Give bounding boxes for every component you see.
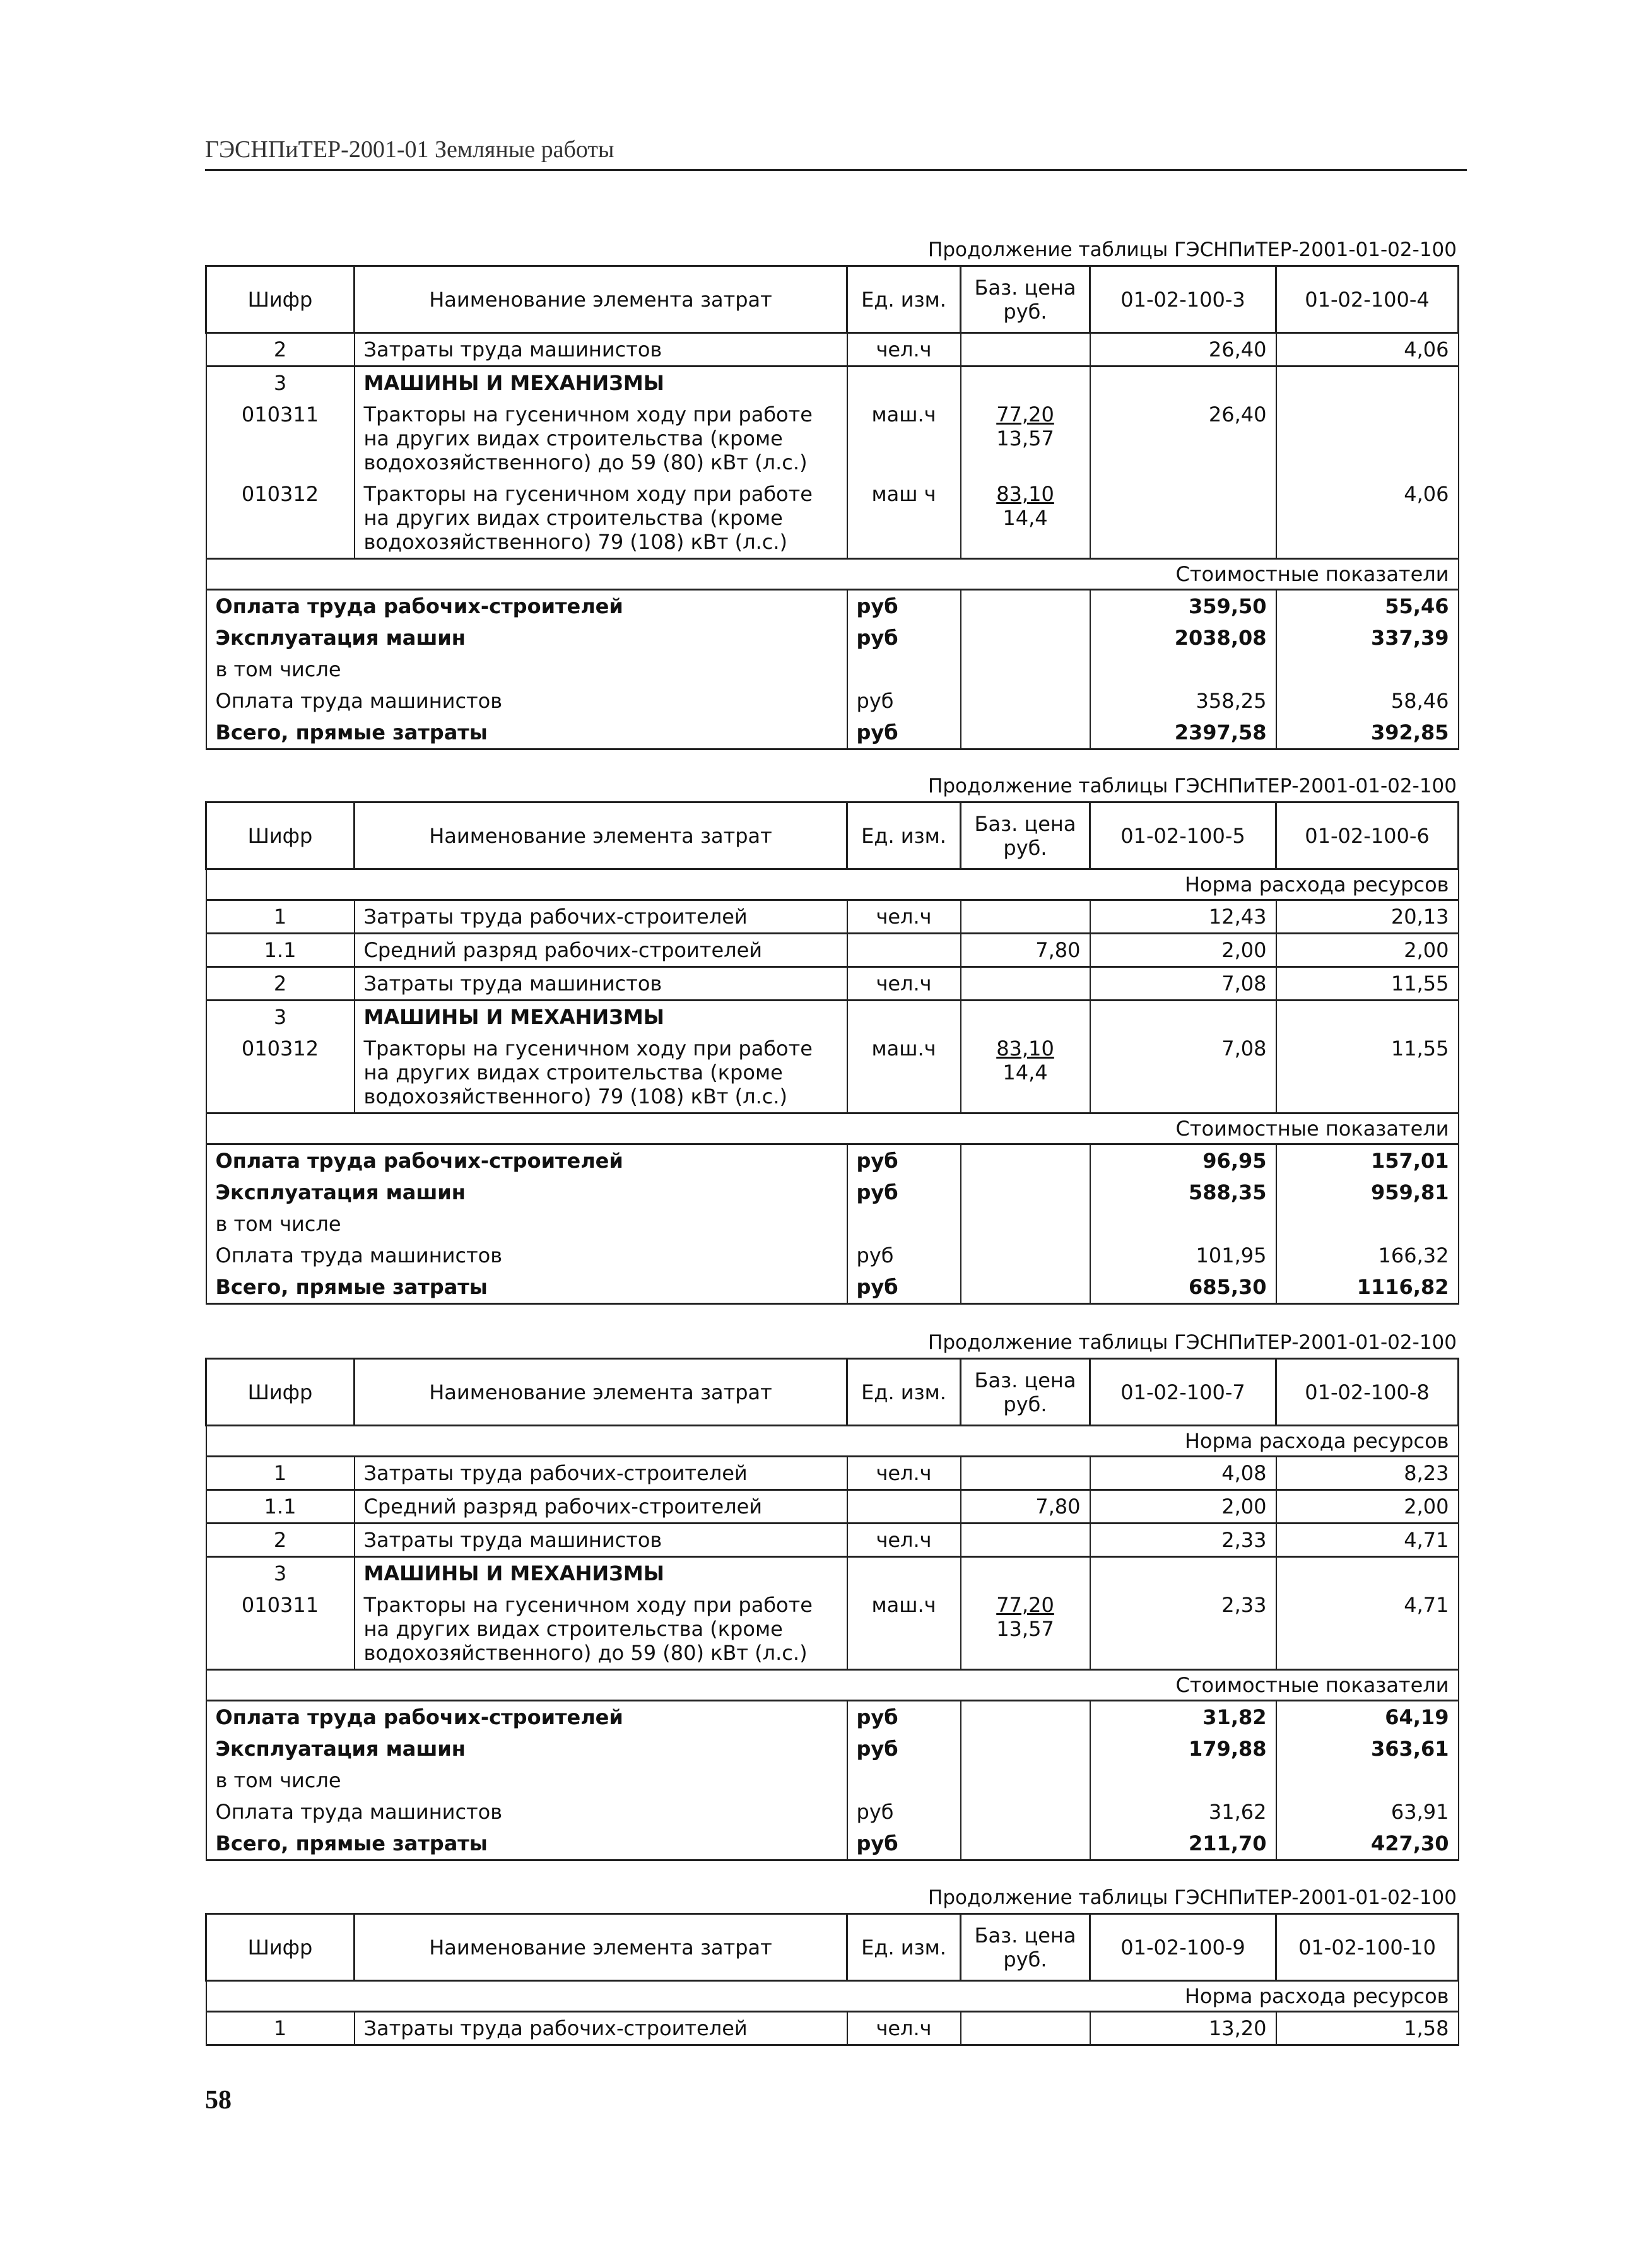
cost-row	[206, 1208, 1459, 1240]
table-row	[206, 367, 1459, 399]
row-code: 010311	[206, 399, 355, 478]
table-header-row	[206, 266, 1459, 333]
cost-row	[206, 1240, 1459, 1271]
cost-value-a: 2397,58	[1090, 717, 1276, 749]
cost-row	[206, 622, 1459, 654]
row-unit: чел.ч	[847, 967, 961, 1001]
cost-value-a: 31,62	[1090, 1796, 1276, 1828]
table-caption: Продолжение таблицы ГЭСНПиТЕР-2001-01-02-100	[928, 1886, 1457, 1909]
row-price: 77,20 13,57	[961, 1589, 1090, 1670]
table-row	[206, 967, 1459, 1001]
col-a-header: 01-02-100-9	[1090, 1914, 1276, 1981]
cost-row	[206, 1733, 1459, 1765]
cost-value-a: 358,25	[1090, 685, 1276, 717]
col-code-header: Шифр	[206, 1359, 355, 1426]
col-price-header: Баз. цена руб.	[961, 266, 1090, 333]
row-price: 77,20 13,57	[961, 399, 1090, 478]
row-name: Затраты труда машинистов	[355, 967, 847, 1001]
cost-name: Оплата труда рабочих-строителей	[206, 1701, 847, 1734]
cost-unit: руб	[847, 1701, 961, 1734]
row-price: 7,80	[961, 1490, 1090, 1524]
norm-heading: Норма расхода ресурсов	[206, 869, 1459, 900]
row-value-b: 2,00	[1276, 1490, 1459, 1524]
cost-name: Оплата труда рабочих-строителей	[206, 590, 847, 623]
cost-row	[206, 1828, 1459, 1860]
table-header-row	[206, 1359, 1459, 1426]
cost-name: в том числе	[206, 1765, 847, 1796]
cost-name: Оплата труда машинистов	[206, 685, 847, 717]
row-code: 010311	[206, 1589, 355, 1670]
table-row	[206, 900, 1459, 934]
col-price-header: Баз. цена руб.	[961, 1359, 1090, 1426]
row-name: МАШИНЫ И МЕХАНИЗМЫ	[355, 1001, 847, 1033]
cost-unit: руб	[847, 1271, 961, 1304]
cost-value-a: 179,88	[1090, 1733, 1276, 1765]
row-name: Средний разряд рабочих-строителей	[355, 934, 847, 967]
table-row	[206, 1490, 1459, 1524]
row-code: 010312	[206, 478, 355, 559]
cost-value-a: 588,35	[1090, 1177, 1276, 1208]
row-code: 1	[206, 2012, 355, 2045]
row-unit: чел.ч	[847, 900, 961, 934]
row-name: Затраты труда рабочих-строителей	[355, 2012, 847, 2045]
row-value-b: 20,13	[1276, 900, 1459, 934]
cost-name: Эксплуатация машин	[206, 622, 847, 654]
row-value-a: 4,08	[1090, 1457, 1276, 1490]
row-name: Затраты труда рабочих-строителей	[355, 1457, 847, 1490]
col-name-header: Наименование элемента затрат	[355, 266, 847, 333]
table-row	[206, 1557, 1459, 1590]
cost-unit: руб	[847, 622, 961, 654]
row-code: 1	[206, 1457, 355, 1490]
cost-unit: руб	[847, 590, 961, 623]
cost-value-a: 31,82	[1090, 1701, 1276, 1734]
row-unit: чел.ч	[847, 333, 961, 367]
row-value-a: 7,08	[1090, 967, 1276, 1001]
table-row	[206, 1033, 1459, 1113]
resource-table-2	[205, 801, 1457, 1305]
cost-value-a: 96,95	[1090, 1144, 1276, 1177]
section-heading-row	[206, 1670, 1459, 1701]
cost-value-b: 392,85	[1276, 717, 1459, 749]
cost-row	[206, 1701, 1459, 1734]
col-unit-header: Ед. изм.	[847, 1914, 961, 1981]
row-price: 83,10 14,4	[961, 478, 1090, 559]
col-b-header: 01-02-100-8	[1276, 1359, 1459, 1426]
table-caption: Продолжение таблицы ГЭСНПиТЕР-2001-01-02-100	[928, 1331, 1457, 1354]
table-row	[206, 1524, 1459, 1557]
row-code: 1.1	[206, 934, 355, 967]
row-name: Затраты труда машинистов	[355, 333, 847, 367]
cost-row	[206, 685, 1459, 717]
section-heading-row	[206, 559, 1459, 590]
row-code: 2	[206, 967, 355, 1001]
resource-table-4	[205, 1913, 1457, 2046]
row-value-a: 2,00	[1090, 1490, 1276, 1524]
table-row	[206, 399, 1459, 478]
table-row	[206, 934, 1459, 967]
cost-heading: Стоимостные показатели	[206, 1670, 1459, 1701]
row-value-b: 4,06	[1276, 478, 1459, 559]
col-unit-header: Ед. изм.	[847, 266, 961, 333]
cost-value-a: 2038,08	[1090, 622, 1276, 654]
row-value-a: 2,00	[1090, 934, 1276, 967]
cost-unit: руб	[847, 1828, 961, 1860]
cost-name: в том числе	[206, 1208, 847, 1240]
cost-name: Оплата труда машинистов	[206, 1240, 847, 1271]
row-unit: чел.ч	[847, 2012, 961, 2045]
row-name: Тракторы на гусеничном ходу при работе на других видах строительства (кроме водохозяйственного) 79 (108) кВт (л.с.)	[355, 478, 847, 559]
row-code: 010312	[206, 1033, 355, 1113]
cost-value-b: 363,61	[1276, 1733, 1459, 1765]
row-unit: маш.ч	[847, 1589, 961, 1670]
col-b-header: 01-02-100-4	[1276, 266, 1459, 333]
col-price-header: Баз. цена руб.	[961, 802, 1090, 869]
row-value-b: 1,58	[1276, 2012, 1459, 2045]
table-row	[206, 1457, 1459, 1490]
table-header-row	[206, 802, 1459, 869]
row-value-b: 11,55	[1276, 1033, 1459, 1113]
header-rule	[205, 169, 1467, 171]
row-value-b: 4,71	[1276, 1524, 1459, 1557]
cost-heading: Стоимостные показатели	[206, 1113, 1459, 1144]
cost-name: Всего, прямые затраты	[206, 1828, 847, 1860]
norm-heading: Норма расхода ресурсов	[206, 1981, 1459, 2012]
cost-unit: руб	[847, 717, 961, 749]
cost-value-b: 166,32	[1276, 1240, 1459, 1271]
row-name: МАШИНЫ И МЕХАНИЗМЫ	[355, 367, 847, 399]
row-unit: маш.ч	[847, 1033, 961, 1113]
row-value-a	[1090, 478, 1276, 559]
cost-row	[206, 1796, 1459, 1828]
cost-value-b: 157,01	[1276, 1144, 1459, 1177]
col-name-header: Наименование элемента затрат	[355, 1914, 847, 1981]
row-code: 2	[206, 1524, 355, 1557]
row-value-a: 2,33	[1090, 1589, 1276, 1670]
col-price-header: Баз. цена руб.	[961, 1914, 1090, 1981]
row-value-b	[1276, 399, 1459, 478]
cost-name: в том числе	[206, 654, 847, 685]
cost-value-b: 64,19	[1276, 1701, 1459, 1734]
section-heading-row	[206, 1426, 1459, 1457]
cost-name: Всего, прямые затраты	[206, 1271, 847, 1304]
cost-row	[206, 1177, 1459, 1208]
row-value-a: 12,43	[1090, 900, 1276, 934]
col-b-header: 01-02-100-6	[1276, 802, 1459, 869]
cost-value-b: 1116,82	[1276, 1271, 1459, 1304]
table-row	[206, 333, 1459, 367]
table-caption: Продолжение таблицы ГЭСНПиТЕР-2001-01-02-100	[928, 238, 1457, 261]
col-a-header: 01-02-100-3	[1090, 266, 1276, 333]
norm-heading: Норма расхода ресурсов	[206, 1426, 1459, 1457]
row-value-a: 2,33	[1090, 1524, 1276, 1557]
cost-unit: руб	[847, 1177, 961, 1208]
row-price: 7,80	[961, 934, 1090, 967]
col-code-header: Шифр	[206, 1914, 355, 1981]
row-name: Тракторы на гусеничном ходу при работе на других видах строительства (кроме водохозяйственного) 79 (108) кВт (л.с.)	[355, 1033, 847, 1113]
row-name: Затраты труда машинистов	[355, 1524, 847, 1557]
row-code: 2	[206, 333, 355, 367]
row-value-b: 2,00	[1276, 934, 1459, 967]
row-code: 3	[206, 1557, 355, 1590]
row-name: Тракторы на гусеничном ходу при работе на других видах строительства (кроме водохозяйственного) до 59 (80) кВт (л.с.)	[355, 1589, 847, 1670]
cost-unit: руб	[847, 1733, 961, 1765]
row-name: Средний разряд рабочих-строителей	[355, 1490, 847, 1524]
cost-value-a: 359,50	[1090, 590, 1276, 623]
section-heading-row	[206, 1981, 1459, 2012]
col-name-header: Наименование элемента затрат	[355, 802, 847, 869]
table-header-row	[206, 1914, 1459, 1981]
row-value-b: 4,06	[1276, 333, 1459, 367]
row-unit: маш.ч	[847, 399, 961, 478]
cost-value-a: 101,95	[1090, 1240, 1276, 1271]
cost-value-b: 63,91	[1276, 1796, 1459, 1828]
row-name: МАШИНЫ И МЕХАНИЗМЫ	[355, 1557, 847, 1590]
col-a-header: 01-02-100-5	[1090, 802, 1276, 869]
cost-row	[206, 1271, 1459, 1304]
cost-value-b: 427,30	[1276, 1828, 1459, 1860]
cost-value-b: 55,46	[1276, 590, 1459, 623]
resource-table-3	[205, 1358, 1457, 1861]
col-unit-header: Ед. изм.	[847, 1359, 961, 1426]
cost-name: Всего, прямые затраты	[206, 717, 847, 749]
row-value-b: 11,55	[1276, 967, 1459, 1001]
row-unit: чел.ч	[847, 1524, 961, 1557]
row-name: Затраты труда рабочих-строителей	[355, 900, 847, 934]
cost-row	[206, 654, 1459, 685]
row-value-a: 26,40	[1090, 399, 1276, 478]
cost-unit: руб	[847, 1144, 961, 1177]
section-heading-row	[206, 869, 1459, 900]
row-price	[961, 333, 1090, 367]
table-row	[206, 2012, 1459, 2045]
cost-name: Эксплуатация машин	[206, 1733, 847, 1765]
cost-name: Оплата труда машинистов	[206, 1796, 847, 1828]
cost-row	[206, 1765, 1459, 1796]
row-value-a: 7,08	[1090, 1033, 1276, 1113]
row-code: 1	[206, 900, 355, 934]
cost-row	[206, 1144, 1459, 1177]
cost-unit: руб	[847, 1796, 961, 1828]
cost-value-a: 685,30	[1090, 1271, 1276, 1304]
resource-table-1	[205, 265, 1457, 750]
table-row	[206, 478, 1459, 559]
col-a-header: 01-02-100-7	[1090, 1359, 1276, 1426]
cost-value-b: 959,81	[1276, 1177, 1459, 1208]
col-code-header: Шифр	[206, 266, 355, 333]
cost-name: Оплата труда рабочих-строителей	[206, 1144, 847, 1177]
row-code: 3	[206, 1001, 355, 1033]
row-code: 1.1	[206, 1490, 355, 1524]
col-unit-header: Ед. изм.	[847, 802, 961, 869]
table-row	[206, 1001, 1459, 1033]
cost-name: Эксплуатация машин	[206, 1177, 847, 1208]
cost-row	[206, 590, 1459, 623]
section-heading-row	[206, 1113, 1459, 1144]
page-number: 58	[205, 2086, 232, 2115]
row-value-b: 4,71	[1276, 1589, 1459, 1670]
table-row	[206, 1589, 1459, 1670]
row-price: 83,10 14,4	[961, 1033, 1090, 1113]
cost-row	[206, 717, 1459, 749]
running-header: ГЭСНПиТЕР-2001-01 Земляные работы	[205, 136, 614, 163]
cost-unit: руб	[847, 1240, 961, 1271]
cost-unit: руб	[847, 685, 961, 717]
cost-value-a: 211,70	[1090, 1828, 1276, 1860]
cost-heading: Стоимостные показатели	[206, 559, 1459, 590]
cost-value-b: 58,46	[1276, 685, 1459, 717]
row-value-a: 26,40	[1090, 333, 1276, 367]
row-name: Тракторы на гусеничном ходу при работе на других видах строительства (кроме водохозяйственного) до 59 (80) кВт (л.с.)	[355, 399, 847, 478]
col-code-header: Шифр	[206, 802, 355, 869]
row-unit: чел.ч	[847, 1457, 961, 1490]
row-code: 3	[206, 367, 355, 399]
table-caption: Продолжение таблицы ГЭСНПиТЕР-2001-01-02-100	[928, 775, 1457, 797]
row-unit: маш ч	[847, 478, 961, 559]
row-value-b: 8,23	[1276, 1457, 1459, 1490]
row-value-a: 13,20	[1090, 2012, 1276, 2045]
col-name-header: Наименование элемента затрат	[355, 1359, 847, 1426]
cost-value-b: 337,39	[1276, 622, 1459, 654]
col-b-header: 01-02-100-10	[1276, 1914, 1459, 1981]
